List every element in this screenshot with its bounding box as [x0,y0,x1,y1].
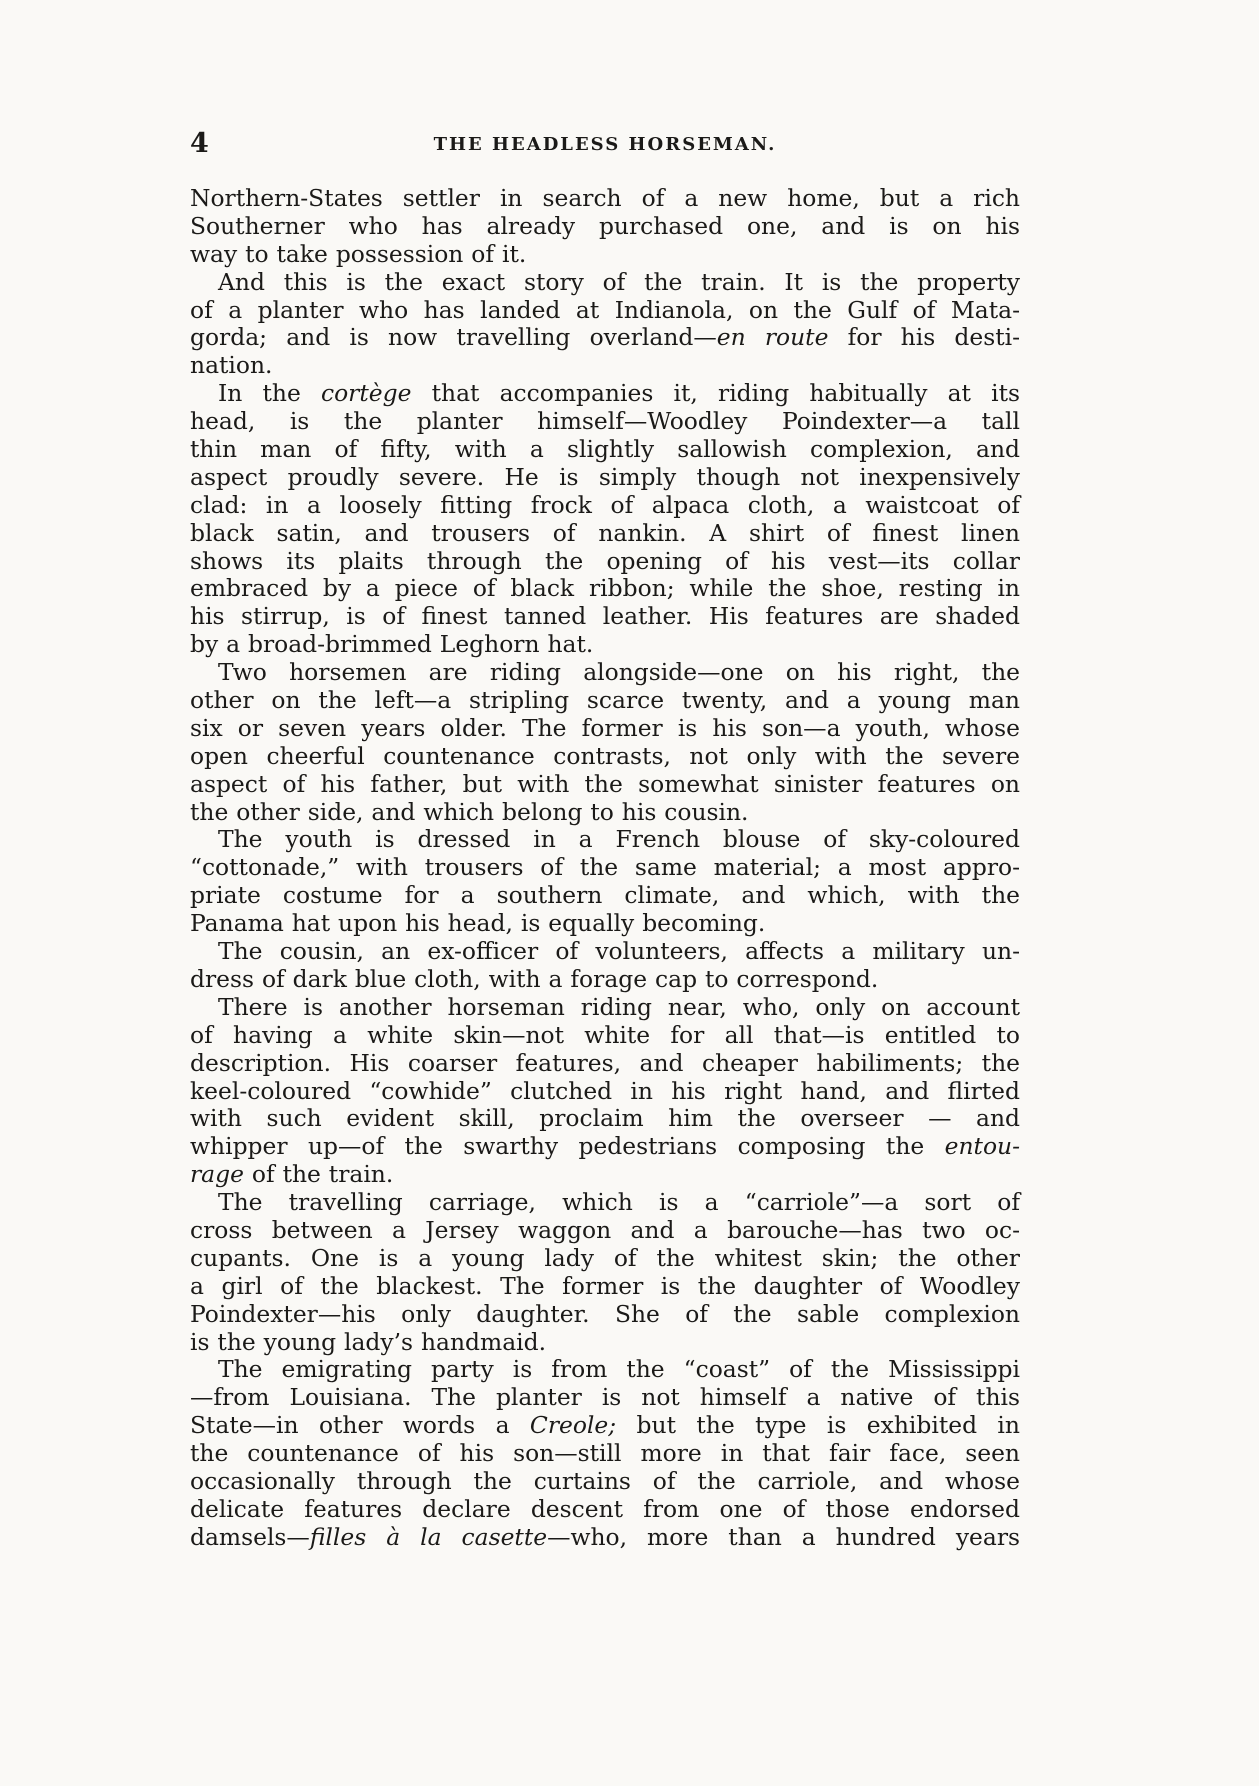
text-line: There is another horseman riding near, who, only on account [218,992,1020,1021]
text-line: Northern-States settler in search of a new home, but a rich [190,184,1020,212]
text-line: the other side, and which belong to his cousin. [190,797,749,826]
text-line: The travelling carriage, which is a “carriole”—a sort of [218,1188,1020,1217]
text-line: cupants. One is a young lady of the whitest skin; the other [190,1243,1020,1272]
text-line: six or seven years older. The former is his son—a youth, whose [190,713,1020,742]
text-line: aspect proudly severe. He is simply though not inexpensively [190,462,1020,491]
text-line: delicate features declare descent from one of those endorsed [190,1494,1020,1523]
text-line: open cheerful countenance contrasts, not only with the severe [190,741,1020,770]
text-line: And this is the exact story of the train. It is the property [218,267,1020,296]
text-line: “cottonade,” with trousers of the same material; a most appro- [190,853,1020,882]
running-head [190,128,1020,158]
text-line: head, is the planter himself—Woodley Poindexter—a tall [190,407,1020,436]
text-line: dress of dark blue cloth, with a forage cap to correspond. [190,964,879,993]
text-line: damsels—filles à la casette—who, more than a hundred years [190,1522,1021,1551]
page-number: 4 [190,128,209,159]
text-line: priate costume for a southern climate, and which, with the [190,881,1020,910]
text-line: Southerner who has already purchased one, and is on his [190,211,1020,240]
text-line: In the cortège that accompanies it, riding habitually at its [218,379,1021,408]
text-line: is the young lady’s handmaid. [190,1327,547,1356]
text-line: nation. [190,351,273,380]
text-line: shows its plaits through the opening of his vest—its collar [190,546,1020,575]
text-line: of a planter who has landed at Indianola, on the Gulf of Mata- [190,295,1020,324]
text-line: black satin, and trousers of nankin. A shirt of finest linen [190,518,1020,547]
text-line: thin man of fifty, with a slightly sallowish complexion, and [190,435,1020,464]
text-line: other on the left—a stripling scarce twenty, and a young man [190,686,1020,715]
text-line: —from Louisiana. The planter is not himself a native of this [190,1383,1020,1412]
text-line: clad: in a loosely fitting frock of alpaca cloth, a waistcoat of [190,490,1020,519]
text-line: occasionally through the curtains of the carriole, and whose [190,1466,1020,1495]
text-line: The cousin, an ex-officer of volunteers, affects a military un- [218,937,1020,966]
text-line: State—in other words a Creole; but the type is exhibited in [190,1411,1020,1440]
text-line: rage of the train. [190,1160,394,1189]
text-line: description. His coarser features, and cheaper habiliments; the [190,1048,1020,1077]
body-text [190,185,1020,1552]
text-line: way to take possession of it. [190,239,527,268]
text-line: his stirrup, is of finest tanned leather. His features are shaded [190,602,1020,631]
text-line: keel-coloured “cowhide” clutched in his right hand, and flirted [190,1076,1020,1105]
text-line: of having a white skin—not white for all that—is entitled to [190,1020,1020,1049]
text-line: cross between a Jersey waggon and a barouche—has two oc- [190,1215,1020,1244]
text-line: gorda; and is now travelling overland—en route for his desti- [190,323,1020,352]
text-line: with such evident skill, proclaim him the overseer — and [190,1104,1020,1133]
text-line: The youth is dressed in a French blouse of sky-coloured [218,825,1020,854]
running-title: THE HEADLESS HORSEMAN. [433,134,777,155]
text-line: by a broad-brimmed Leghorn hat. [190,630,594,659]
text-line: the countenance of his son—still more in that fair face, seen [190,1439,1020,1468]
text-line: Poindexter—his only daughter. She of the sable complexion [190,1299,1020,1328]
text-line: embraced by a piece of black ribbon; while the shoe, resting in [190,574,1020,603]
text-line: a girl of the blackest. The former is the daughter of Woodley [190,1271,1020,1300]
text-line: Two horsemen are riding alongside—one on his right, the [218,658,1020,687]
text-line: The emigrating party is from the “coast” of the Mississippi [218,1355,1020,1384]
text-line: aspect of his father, but with the somewhat sinister features on [190,769,1020,798]
text-line: whipper up—of the swarthy pedestrians composing the entou- [190,1132,1020,1161]
text-line: Panama hat upon his head, is equally becoming. [190,909,766,938]
